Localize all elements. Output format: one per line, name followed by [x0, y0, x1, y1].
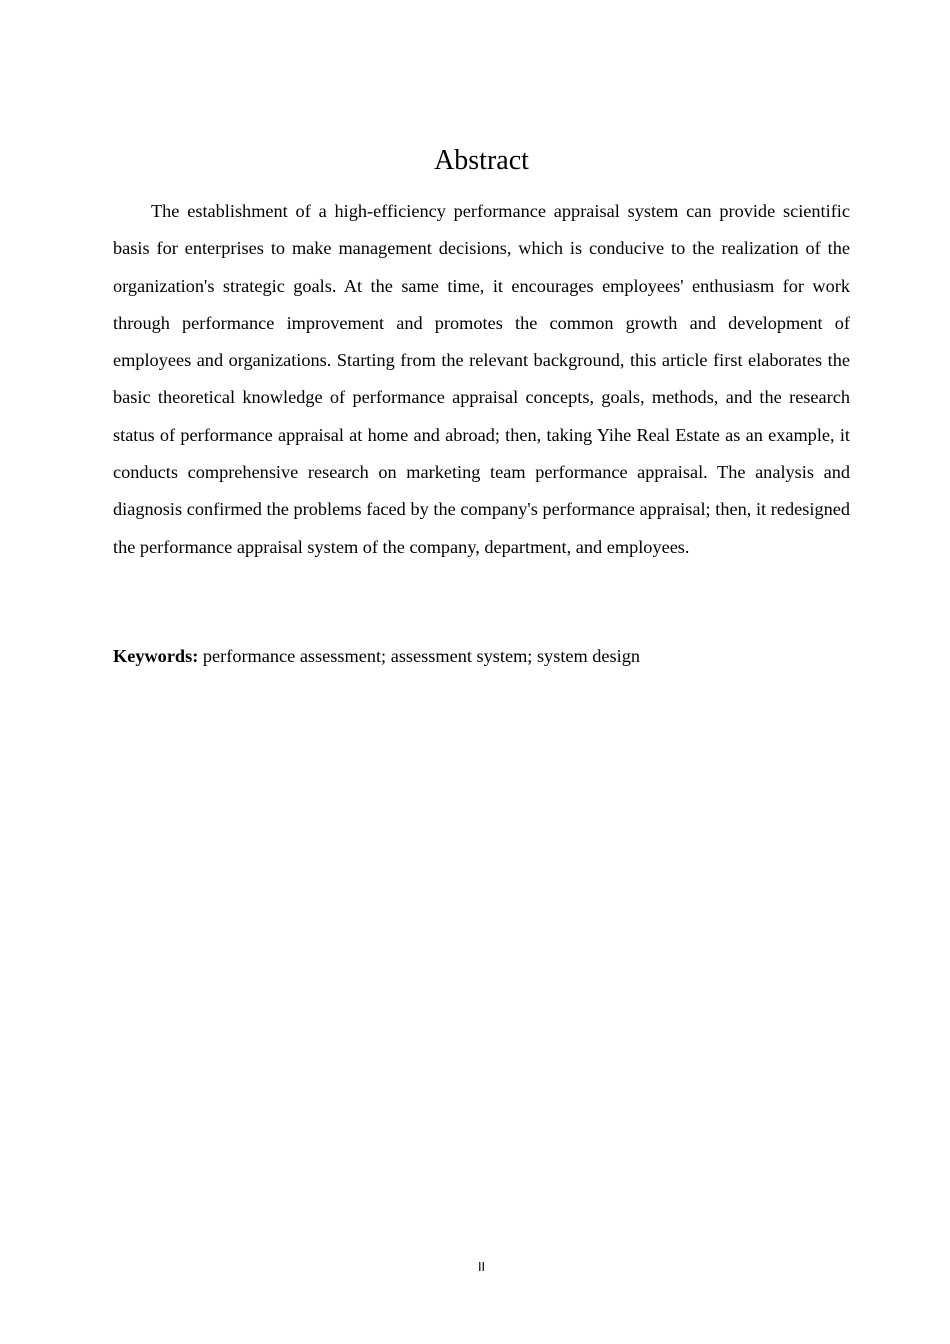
keywords-line — [113, 639, 850, 673]
page-number: II — [477, 1260, 486, 1274]
keywords-text: performance assessment; assessment system; system design — [198, 646, 641, 666]
abstract-title: Abstract — [434, 145, 529, 176]
abstract-body: The establishment of a high-efficiency performance appraisal system can provide scientific basis for enterprises to make management decisions, which is conducive to the realization of the organization's strategic goals. At the same time, it encourages employees' enthusiasm for work through performance improvement and promotes the common growth and development of employees and organizations. Starting from the relevant background, this article first elaborates the basic theoretical knowledge of performance appraisal concepts, goals, methods, and the research status of performance appraisal at home and abroad; then, taking Yihe Real Estate as an example, it conducts comprehensive research on marketing team performance appraisal. The analysis and diagnosis confirmed the problems faced by the company's performance appraisal; then, it redesigned the performance appraisal system of the company, department, and employees. — [113, 201, 850, 557]
keywords-label: Keywords: — [113, 646, 199, 666]
